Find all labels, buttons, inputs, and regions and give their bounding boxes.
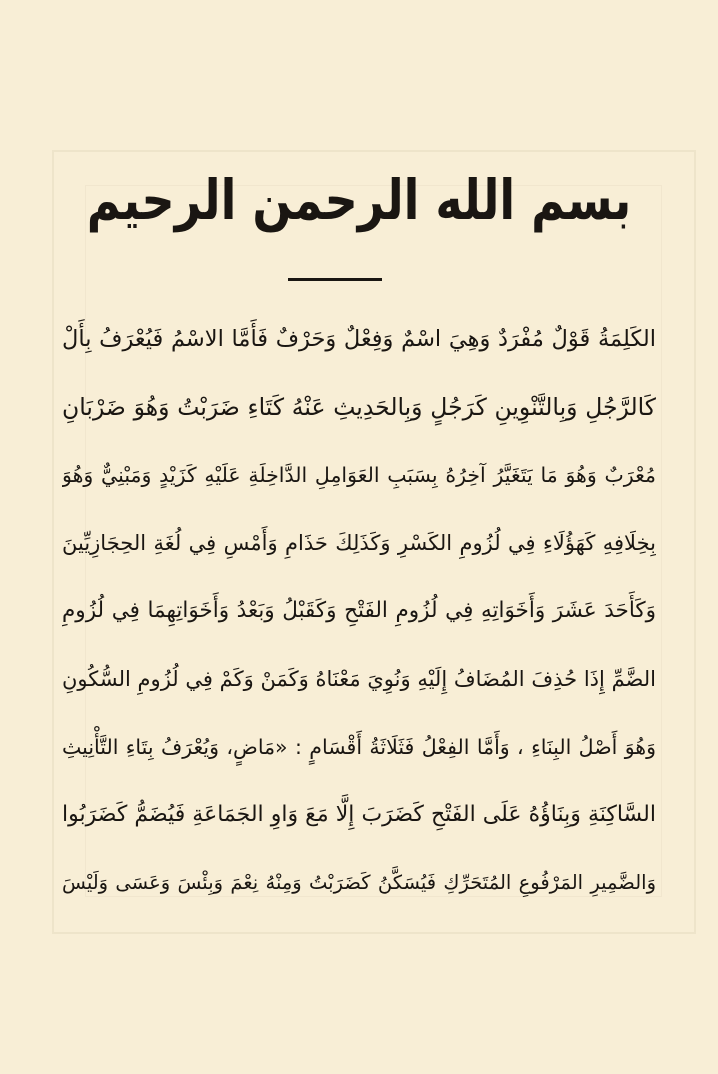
text-line: السَّاكِنَةِ وَبِنَاؤُهُ عَلَى الفَتْحِ كَضَرَبَ إِلَّا مَعَ وَاوِ الجَمَاعَةِ فَيُضَمُّ كَضَرَبُوا	[62, 802, 656, 827]
text-line: بِخِلَافِهِ كَهَؤُلَاءِ فِي لُزُومِ الكَسْرِ وَكَذَلِكَ حَذَامِ وَأَمْسِ فِي لُغَةِ الحِجَازِيِّينَ	[62, 531, 656, 555]
text-line: مُعْرَبٌ وَهُوَ مَا يَتَغَيَّرُ آخِرُهُ بِسَبَبِ العَوَامِلِ الدَّاخِلَةِ عَلَيْهِ كَزَيْدٍ وَمَبْنِيٌّ وَهُوَ	[62, 463, 656, 487]
text-line: الكَلِمَةُ قَوْلٌ مُفْرَدٌ وَهِيَ اسْمٌ وَفِعْلٌ وَحَرْفٌ فَأَمَّا الاسْمُ فَيُعْرَفُ بِأَلْ	[62, 326, 656, 352]
text-line: وَالضَّمِيرِ المَرْفُوعِ المُتَحَرِّكِ فَيُسَكَّنُ كَضَرَبْتُ وَمِنْهُ نِعْمَ وَبِئْسَ وَعَسَى وَلَيْسَ	[62, 871, 656, 894]
body-text	[62, 305, 656, 917]
basmala-heading	[86, 150, 632, 250]
basmala-text: بسم الله الرحمن الرحيم	[86, 167, 632, 233]
text-line: كَالرَّجُلِ وَبِالتَّنْوِينِ كَرَجُلٍ وَبِالحَدِيثِ عَنْهُ كَتَاءِ ضَرَبْتُ وَهُوَ ضَرْبَانِ	[62, 393, 656, 421]
text-line: الضَّمِّ إِذَا حُذِفَ المُضَافُ إِلَيْهِ وَنُوِيَ مَعْنَاهُ وَكَمَنْ وَكَمْ فِي لُزُومِ السُّكُونِ	[62, 667, 656, 691]
text-line: وَكَأَحَدَ عَشَرَ وَأَخَوَاتِهِ فِي لُزُومِ الفَتْحِ وَكَقَبْلُ وَبَعْدُ وَأَخَوَاتِهِمَا فِي لُزُومِ	[62, 598, 656, 623]
heading-divider	[288, 278, 382, 281]
text-line: وَهُوَ أَصْلُ البِنَاءِ ، وَأَمَّا الفِعْلُ فَثَلَاثَةُ أَقْسَامٍ : «مَاضٍ، وَيُعْرَفُ بِتَاءِ التَّأْنِيثِ	[62, 735, 656, 759]
